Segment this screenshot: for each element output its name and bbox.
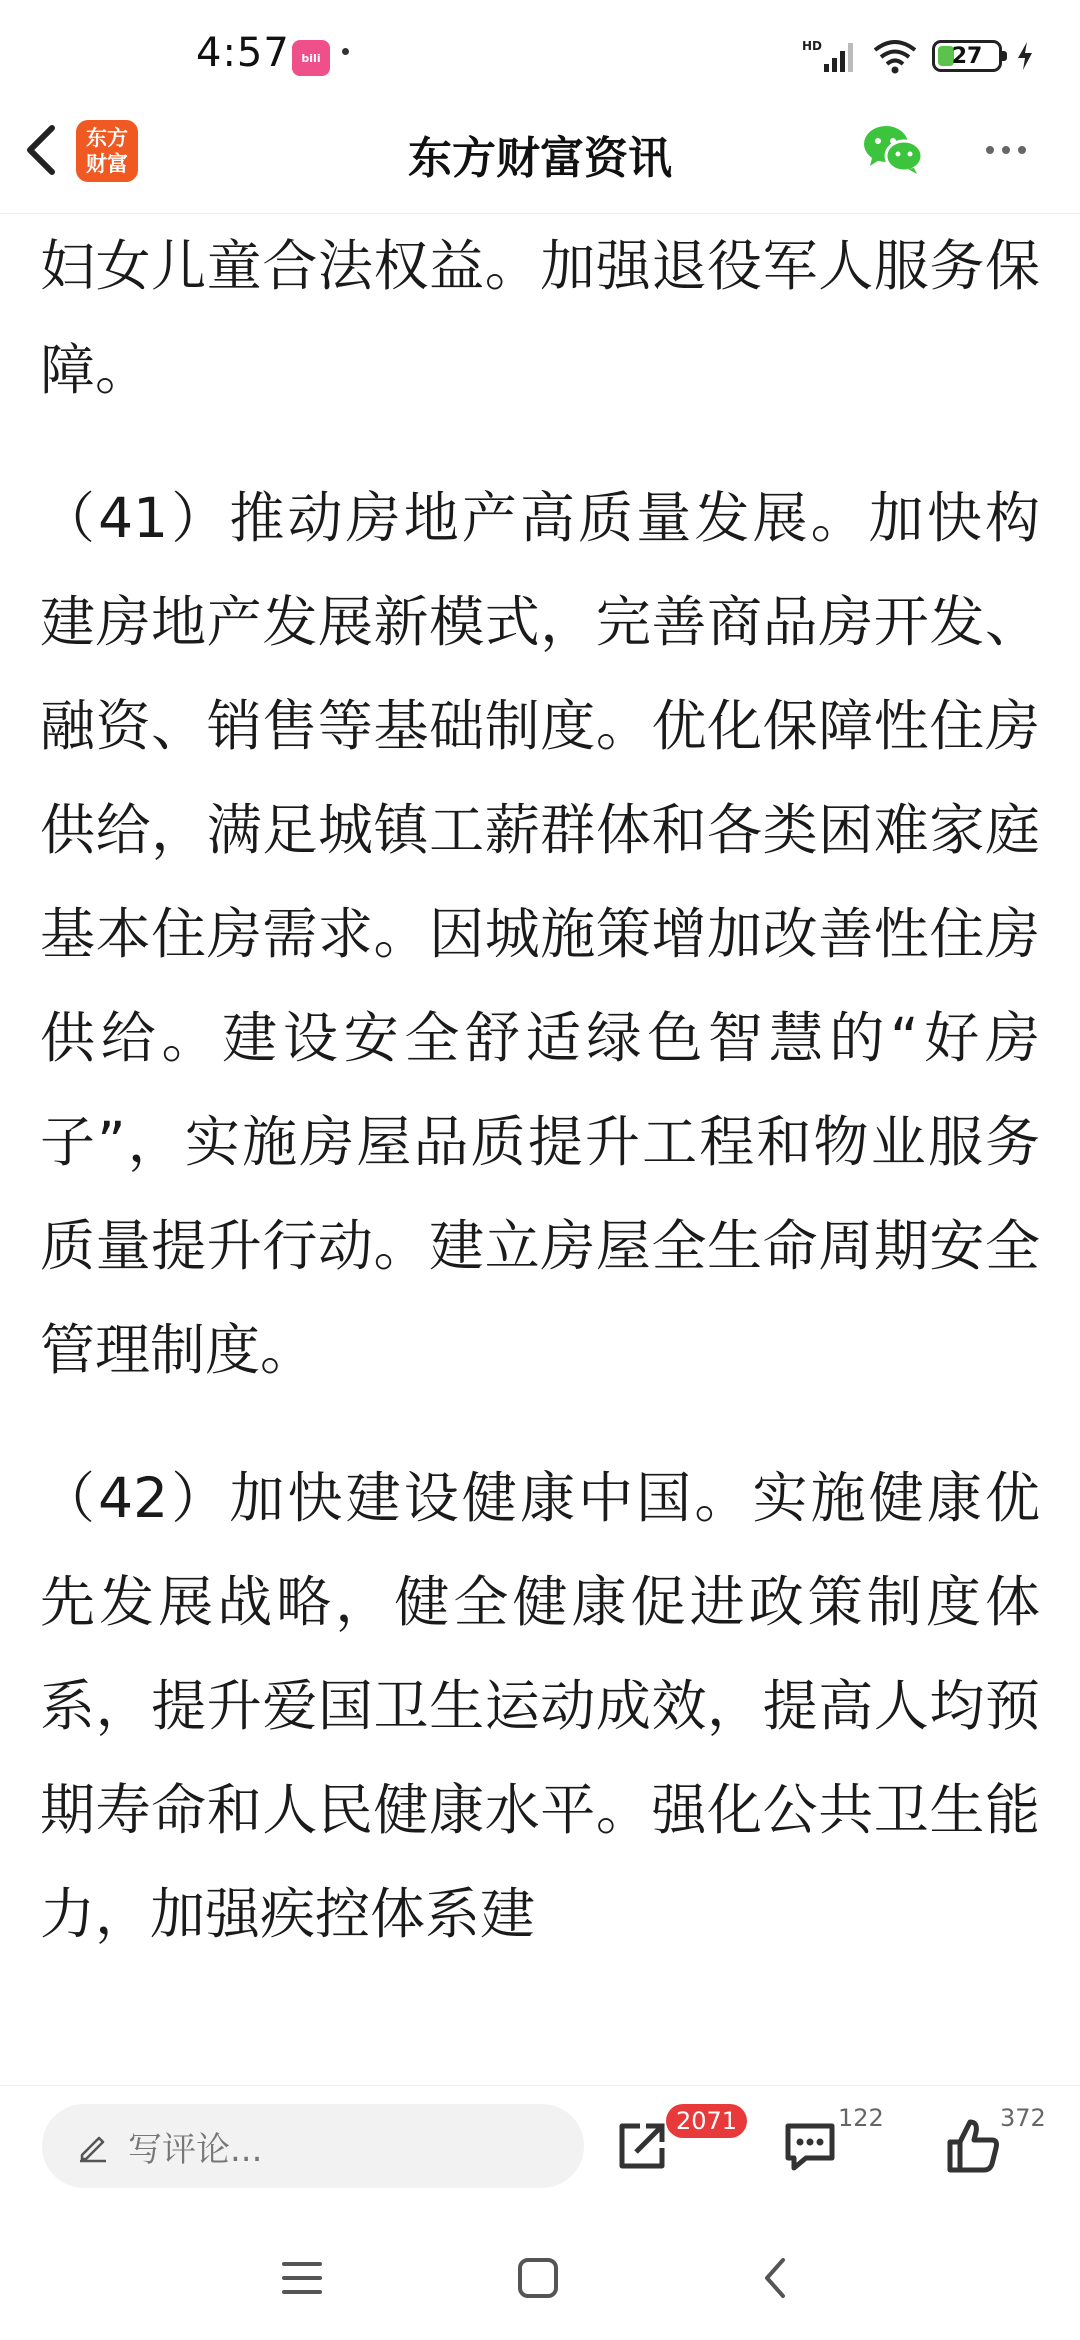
notification-dot-icon (342, 48, 349, 55)
hamburger-icon (280, 2258, 324, 2298)
comment-count: 122 (838, 2104, 884, 2132)
system-navigation-bar (0, 2210, 1080, 2340)
header-divider (0, 213, 1080, 214)
bilibili-notification-icon: bili (292, 40, 330, 76)
more-options-button[interactable] (976, 120, 1036, 180)
status-indicators (802, 38, 1034, 74)
article-paragraph: （41）推动房地产高质量发展。加快构建房地产发展新模式，完善商品房开发、融资、销售等基础制度。优化保障性住房供给，满足城镇工薪群体和各类困难家庭基本住房需求。因城施策增加改善性住房供给。建设安全舒适绿色智慧的“好房子”，实施房屋品质提升工程和物业服务质量提升行动。建立房屋全生命周期安全管理制度。 (40, 486, 1040, 1382)
svg-text:HD: HD (802, 39, 823, 53)
wechat-icon (862, 124, 924, 176)
article-paragraph: 妇女儿童合法权益。加强退役军人服务保障。 (40, 234, 1040, 402)
share-icon (612, 2116, 672, 2176)
home-nav-button[interactable] (508, 2248, 568, 2308)
logo-line1: 东方 (86, 126, 128, 150)
pencil-icon (76, 2129, 110, 2163)
page-title: 东方财富资讯 (408, 133, 672, 184)
comment-placeholder: 写评论... (128, 2129, 263, 2170)
logo-line2: 财富 (86, 152, 128, 176)
wechat-share-button[interactable] (862, 124, 924, 176)
share-button[interactable] (612, 2116, 672, 2176)
comments-button[interactable] (780, 2116, 840, 2176)
back-nav-button[interactable] (746, 2248, 806, 2308)
more-dots-icon (986, 146, 994, 154)
charging-icon (1016, 41, 1034, 71)
like-button[interactable] (942, 2116, 1002, 2176)
status-time: 4:57 (196, 30, 290, 76)
battery-level: 27 (951, 43, 983, 69)
share-count-badge: 2071 (666, 2104, 747, 2138)
square-home-icon (516, 2256, 560, 2300)
comment-input[interactable] (42, 2104, 584, 2188)
article-paragraph: （42）加快建设健康中国。实施健康优先发展战略，健全健康促进政策制度体系，提升爱国卫生运动成效，提高人均预期寿命和人民健康水平。强化公共卫生能力，加强疾控体系建 (40, 1466, 1040, 1946)
menu-nav-button[interactable] (272, 2248, 332, 2308)
comment-bubble-icon (780, 2116, 840, 2176)
thumbs-up-icon (942, 2116, 1002, 2176)
chevron-left-icon (761, 2256, 791, 2300)
article-body (40, 215, 1040, 2085)
status-bar (0, 0, 1080, 120)
bottom-action-bar (0, 2085, 1080, 2210)
like-count: 372 (1000, 2104, 1046, 2132)
wifi-icon (872, 38, 918, 74)
battery-icon (932, 40, 1002, 72)
signal-icon (802, 38, 858, 74)
